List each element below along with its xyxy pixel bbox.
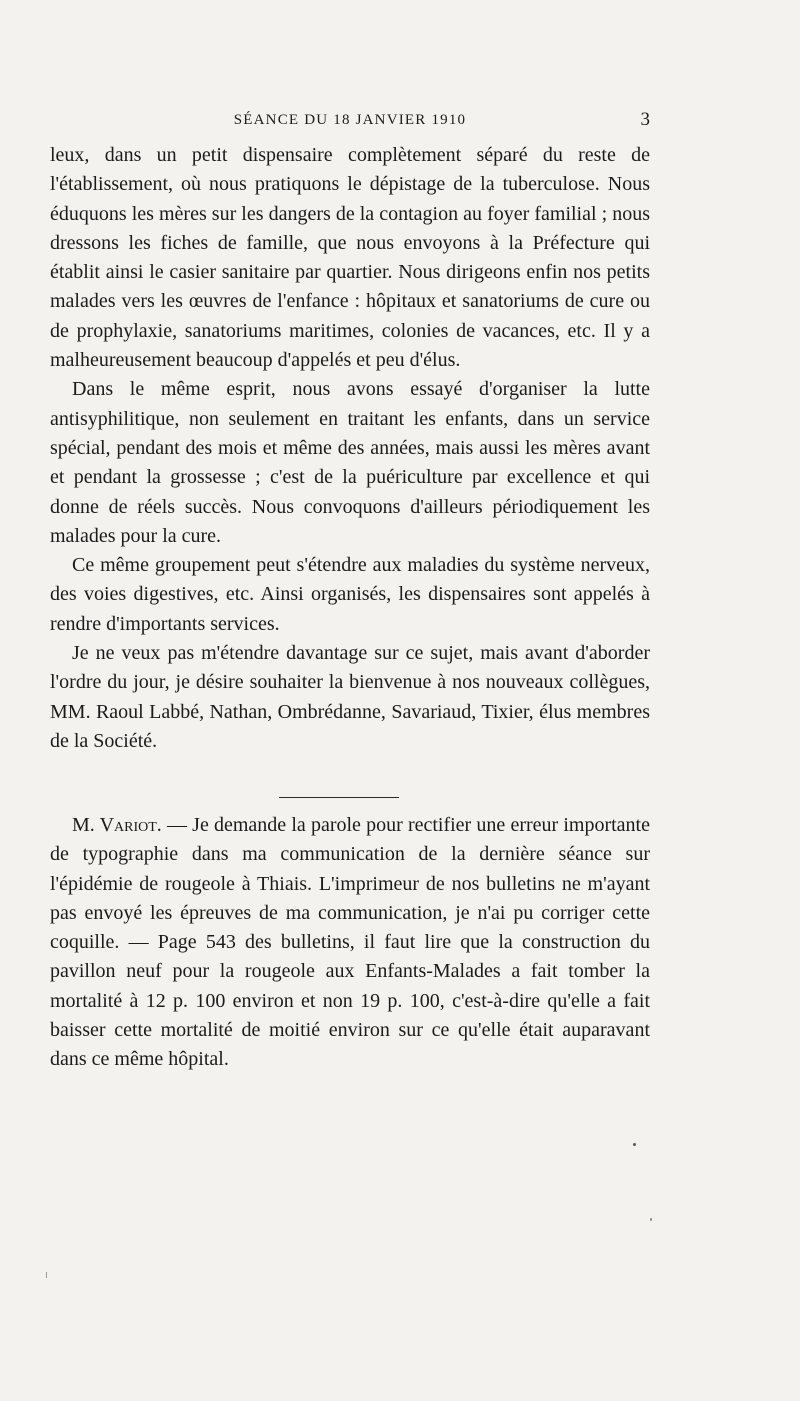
paragraph-3: Ce même groupement peut s'étendre aux maladies du système nerveux, des voies digestives, etc. Ainsi organisés, les dispensaires sont appelés à rendre d'importants services. — [50, 554, 650, 635]
scan-speck — [650, 1218, 652, 1221]
intervention-text — [50, 811, 650, 1075]
paragraph-2: Dans le même esprit, nous avons essayé d'organiser la lutte antisyphilitique, non seulement en traitant les enfants, dans un service spécial, pendant des mois et même des années, mais aussi les mères avant et pendant la grossesse ; c'est de la puériculture par excellence et qui donne de réels succès. Nous convoquons d'ailleurs périodiquement les malades pour la cure. — [50, 378, 650, 547]
intervention-paragraph — [50, 811, 650, 1075]
page-number: 3 — [640, 109, 650, 130]
main-text — [50, 141, 650, 756]
intervention-body: — Je demande la parole pour rectifier une erreur importante de typographie dans ma communication de la dernière séance sur l'épidémie de rougeole à Thiais. L'imprimeur de nos bulletins ne m'ayant pas envoyé les épreuves de ma communication, je n'ai pu corriger cette coquille. — Page 543 des bulletins, il faut lire que la construction du pavillon neuf pour la rougeole aux Enfants-Malades a fait tomber la mortalité à 12 p. 100 environ et non 19 p. 100, c'est-à-dire qu'elle a fait baisser cette mortalité de moitié environ sur ce qu'elle était auparavant dans ce même hôpital. — [50, 814, 650, 1071]
scan-speck — [633, 1143, 636, 1146]
section-divider — [279, 797, 399, 798]
speaker-name: M. Variot. — [72, 814, 162, 836]
paragraph-1: leux, dans un petit dispensaire complètement séparé du reste de l'établissement, où nous pratiquons le dépistage de la tuberculose. Nous éduquons les mères sur les dangers de la contagion au foyer familial ; nous dressons les fiches de famille, que nous envoyons à la Préfecture qui établit ainsi le casier sanitaire par quartier. Nous dirigeons enfin nos petits malades vers les œuvres de l'enfance : hôpitaux et sanatoriums de cure ou de prophylaxie, sanatoriums maritimes, colonies de vacances, etc. Il y a malheureusement beaucoup d'appelés et peu d'élus. — [50, 144, 650, 372]
running-header — [50, 108, 650, 132]
running-title: SÉANCE DU 18 JANVIER 1910 — [233, 112, 467, 128]
paragraph-4: Je ne veux pas m'étendre davantage sur ce sujet, mais avant d'aborder l'ordre du jour, je désire souhaiter la bienvenue à nos nouveaux collègues, MM. Raoul Labbé, Nathan, Ombrédanne, Savariaud, Tixier, élus membres de la Société. — [50, 642, 650, 752]
scan-speck — [46, 1272, 47, 1278]
